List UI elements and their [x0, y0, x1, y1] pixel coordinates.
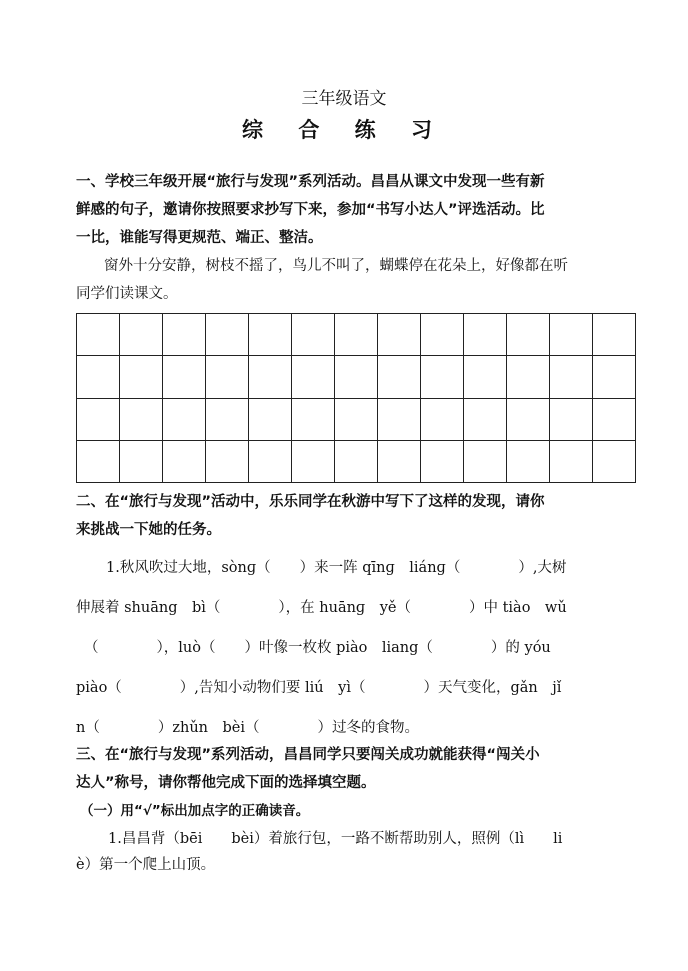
- grid-cell[interactable]: [464, 356, 507, 398]
- pinyin-exercise-line-4: piào（ ）,告知小动物们要 liú yì（ ）天气变化，gǎn jǐ: [76, 680, 562, 696]
- grid-cell[interactable]: [550, 314, 593, 356]
- grid-cell[interactable]: [292, 314, 335, 356]
- grid-cell[interactable]: [335, 314, 378, 356]
- grid-cell[interactable]: [378, 314, 421, 356]
- section3-instruction-line-2: 达人”称号，请你帮他完成下面的选择填空题。: [76, 775, 376, 791]
- copy-passage-line-2: 同学们读课文。: [76, 286, 178, 302]
- section1-instruction-line-2: 鲜感的句子，邀请你按照要求抄写下来，参加“书写小达人”评选活动。比: [76, 202, 545, 218]
- grid-cell[interactable]: [378, 398, 421, 440]
- grid-cell[interactable]: [77, 398, 120, 440]
- grid-cell[interactable]: [292, 356, 335, 398]
- grid-cell[interactable]: [335, 356, 378, 398]
- section2-instruction-line-1: 二、在“旅行与发现”活动中，乐乐同学在秋游中写下了这样的发现，请你: [76, 494, 545, 510]
- grid-cell[interactable]: [378, 356, 421, 398]
- grid-cell[interactable]: [206, 440, 249, 482]
- section1-instruction-line-3: 一比，谁能写得更规范、端正、整洁。: [76, 230, 323, 246]
- grid-cell[interactable]: [249, 398, 292, 440]
- grid-cell[interactable]: [249, 440, 292, 482]
- grid-cell[interactable]: [249, 356, 292, 398]
- grid-cell[interactable]: [378, 440, 421, 482]
- grid-cell[interactable]: [464, 440, 507, 482]
- grid-cell[interactable]: [163, 440, 206, 482]
- grid-row: [77, 440, 636, 482]
- grid-cell[interactable]: [77, 314, 120, 356]
- grid-row: [77, 356, 636, 398]
- section3-instruction-line-1: 三、在“旅行与发现”系列活动，昌昌同学只要闯关成功就能获得“闯关小: [76, 747, 540, 763]
- grid-cell[interactable]: [507, 440, 550, 482]
- grid-cell[interactable]: [421, 314, 464, 356]
- grid-cell[interactable]: [249, 314, 292, 356]
- grid-row: [77, 314, 636, 356]
- grid-cell[interactable]: [163, 356, 206, 398]
- grid-cell[interactable]: [421, 398, 464, 440]
- reading-choice-line-1: 1.昌昌背（bēi bèi）着旅行包，一路不断帮助别人，照例（lì li: [108, 831, 563, 847]
- reading-choice-line-2: è）第一个爬上山顶。: [76, 857, 216, 873]
- grid-cell[interactable]: [77, 440, 120, 482]
- grid-cell[interactable]: [206, 398, 249, 440]
- section2-instruction-line-2: 来挑战一下她的任务。: [76, 522, 221, 538]
- grid-cell[interactable]: [593, 356, 636, 398]
- grid-row: [77, 398, 636, 440]
- grid-cell[interactable]: [464, 314, 507, 356]
- grid-cell[interactable]: [421, 440, 464, 482]
- grid-cell[interactable]: [593, 398, 636, 440]
- grid-cell[interactable]: [593, 314, 636, 356]
- grid-cell[interactable]: [335, 398, 378, 440]
- grid-cell[interactable]: [120, 440, 163, 482]
- copy-passage-line-1: 窗外十分安静，树枝不摇了，鸟儿不叫了，蝴蝶停在花朵上，好像都在听: [104, 258, 568, 274]
- grid-cell[interactable]: [120, 398, 163, 440]
- pinyin-exercise-line-3: （ ），luò（ ）叶像一枚枚 piào liang（ ）的 yóu: [84, 640, 551, 656]
- grid-cell[interactable]: [593, 440, 636, 482]
- section1-instruction-line-1: 一、学校三年级开展“旅行与发现”系列活动。昌昌从课文中发现一些有新: [76, 174, 545, 190]
- subject-heading: 三年级语文: [301, 89, 387, 109]
- grid-cell[interactable]: [292, 398, 335, 440]
- section3-part1-title: （一）用“√”标出加点字的正确读音。: [80, 803, 310, 819]
- grid-cell[interactable]: [421, 356, 464, 398]
- grid-cell[interactable]: [120, 314, 163, 356]
- grid-cell[interactable]: [507, 314, 550, 356]
- grid-cell[interactable]: [77, 356, 120, 398]
- grid-cell[interactable]: [550, 356, 593, 398]
- pinyin-exercise-line-5: n（ ）zhǔn bèi（ ）过冬的食物。: [76, 720, 419, 736]
- writing-grid[interactable]: [76, 313, 636, 483]
- pinyin-exercise-line-2: 伸展着 shuāng bì（ ），在 huānɡ yě（ ）中 tiào wǔ: [76, 600, 567, 616]
- grid-cell[interactable]: [206, 314, 249, 356]
- grid-cell[interactable]: [335, 440, 378, 482]
- grid-cell[interactable]: [507, 356, 550, 398]
- grid-cell[interactable]: [550, 398, 593, 440]
- pinyin-exercise-line-1: 1.秋风吹过大地，sònɡ（ ）来一阵 qīnɡ liánɡ（ ）,大树: [106, 560, 567, 576]
- grid-cell[interactable]: [206, 356, 249, 398]
- grid-cell[interactable]: [163, 314, 206, 356]
- grid-cell[interactable]: [292, 440, 335, 482]
- grid-cell[interactable]: [507, 398, 550, 440]
- grid-cell[interactable]: [120, 356, 163, 398]
- page-title: 综 合 练 习: [242, 118, 446, 142]
- grid-cell[interactable]: [550, 440, 593, 482]
- grid-cell[interactable]: [464, 398, 507, 440]
- grid-cell[interactable]: [163, 398, 206, 440]
